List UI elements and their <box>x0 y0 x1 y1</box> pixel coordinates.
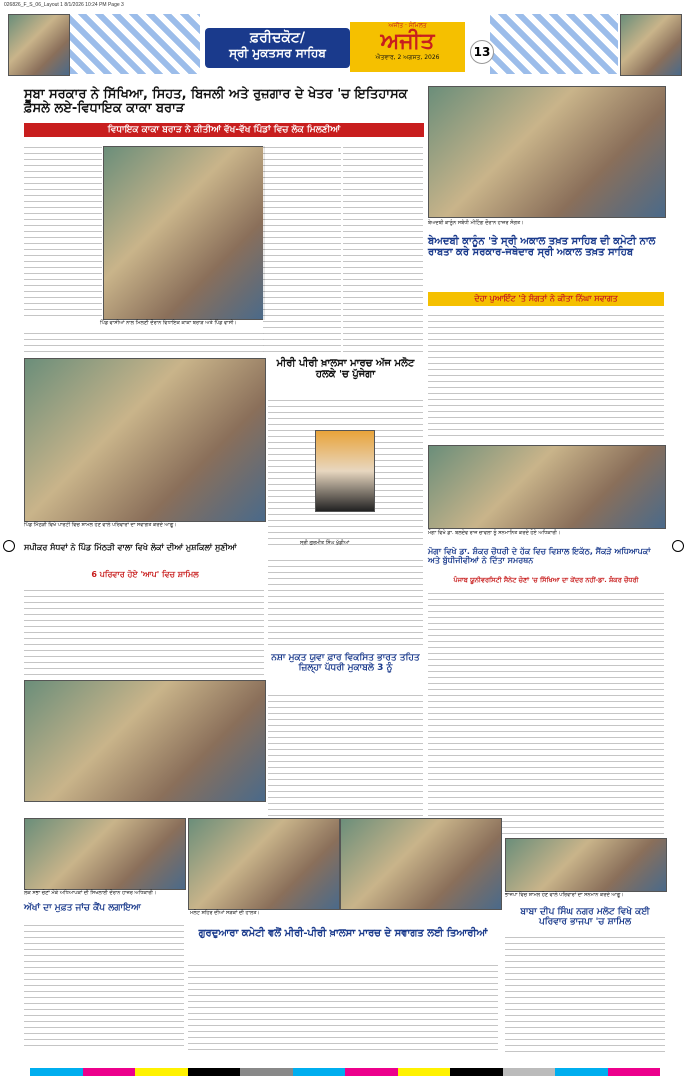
portrait-photo <box>315 430 375 512</box>
lead-column-1 <box>24 142 102 317</box>
lead-tail-text <box>24 328 264 354</box>
masthead-paper-small: ਅਜੀਤ · ਸੰਮਿਲਤ <box>388 22 427 29</box>
registration-mark-left <box>3 540 15 552</box>
lead-headline: ਸੂਬਾ ਸਰਕਾਰ ਨੇ ਸਿੱਖਿਆ, ਸਿਹਤ, ਬਿਜਲੀ ਅਤੇ ਰੁਜ਼ਗਾਰ ਦੇ ਖੇਤਰ 'ਚ ਇਤਿਹਾਸਕ ਫ਼ੈਸਲੇ ਲਏ-ਵਿਧਾਇਕ ਕਾਕਾ ਬਰਾੜ <box>24 87 408 117</box>
masthead-city2: ਸ੍ਰੀ ਮੁਕਤਸਰ ਸਾਹਿਬ <box>229 46 326 60</box>
bottom-right-headline: ਬਾਬਾ ਦੀਪ ਸਿੰਘ ਨਗਰ ਮਲੋਟ ਵਿਖੇ ਕਈ ਪਰਿਵਾਰ ਭਾਜਪਾ 'ਚ ਸ਼ਾਮਿਲ <box>520 907 650 927</box>
right-top-subhead: ਦੇਹਾ ਪੁਆਇੰਟ 'ਤੇ ਸੰਗਤਾਂ ਨੇ ਕੀਤਾ ਨਿੱਘਾ ਸਵਾਗਤ <box>428 292 664 306</box>
miri-piri-photo-caption: ਸ੍ਰੀ ਗੁਰਮੀਤ ਸਿੰਘ ਖੁੱਡੀਆਂ <box>300 540 350 546</box>
lead-column-4 <box>343 142 423 352</box>
bottom-left-headline: ਅੱਖਾਂ ਦਾ ਮੁਫ਼ਤ ਜਾਂਚ ਕੈਂਪ ਲਗਾਇਆ <box>24 903 141 913</box>
bottom-center-headline: ਗੁਰਦੁਆਰਾ ਕਮੇਟੀ ਵਲੋਂ ਮੀਰੀ-ਪੀਰੀ ਖ਼ਾਲਸਾ ਮਾਰਚ ਦੇ ਸਵਾਗਤ ਲਈ ਤਿਆਰੀਆਂ <box>198 928 488 939</box>
mid-left-photo <box>24 680 266 802</box>
right-top-text <box>428 310 664 438</box>
bottom-right-text <box>505 932 665 1052</box>
nasha-headline: ਨਸ਼ਾ ਮੁਕਤ ਯੁਵਾ ਫ਼ਾਰ ਵਿਕਸਿਤ ਭਾਰਤ ਤਹਿਤ ਜ਼ਿਲ੍ਹਾ ਪੱਧਰੀ ਮੁਕਾਬਲੇ 3 ਨੂੰ <box>271 653 420 673</box>
bottom-right-caption: ਭਾਜਪਾ ਵਿਚ ਸ਼ਾਮਲ ਹੋਣ ਵਾਲੇ ਪਰਿਵਾਰਾਂ ਦਾ ਸਨਮਾਨ ਕਰਦੇ ਆਗੂ। <box>505 892 624 898</box>
monument-image <box>620 14 682 76</box>
mogha-headline: ਮੋਗਾ ਵਿਖੇ ਡਾ. ਸ਼ੰਕਰ ਚੌਧਰੀ ਦੇ ਹੱਕ ਵਿਚ ਵਿਸ਼ਾਲ ਇਕੱਠ, ਸੈਂਕੜੇ ਅਧਿਆਪਕਾਂ ਅਤੇ ਬੁੱਧੀਜੀਵੀਆਂ ਨੇ ਦਿੱਤਾ ਸਮਰਥਨ <box>428 547 651 565</box>
bottom-right-photo <box>505 838 667 892</box>
masthead-city-box <box>205 28 350 68</box>
miri-piri-headline: ਮੀਰੀ ਪੀਰੀ ਖ਼ਾਲਸਾ ਮਾਰਚ ਅੱਜ ਮਲੋਟ ਹਲਕੇ 'ਚ ਪੁੱਜੇਗਾ <box>276 358 415 380</box>
pind-photo <box>24 358 266 522</box>
mogha-photo <box>428 445 666 529</box>
header-pattern-right <box>490 14 618 74</box>
clock-tower-image <box>8 14 70 76</box>
lead-subhead: ਵਿਧਾਇਕ ਕਾਕਾ ਬਰਾੜ ਨੇ ਕੀਤੀਆਂ ਵੱਖ-ਵੱਖ ਪਿੰਡਾਂ ਵਿਚ ਲੋਕ ਮਿਲਣੀਆਂ <box>24 123 424 137</box>
color-bar <box>30 1068 660 1076</box>
bottom-left-text <box>24 920 184 1050</box>
page-number: 13 <box>470 40 494 64</box>
right-top-headline: ਬੇਅਦਬੀ ਕਾਨੂੰਨ 'ਤੇ ਸ੍ਰੀ ਅਕਾਲ ਤਖ਼ਤ ਸਾਹਿਬ ਦੀ ਕਮੇਟੀ ਨਾਲ ਰਾਬਤਾ ਕਰੇ ਸਰਕਾਰ-ਜਥੇਦਾਰ ਸ੍ਰੀ ਅਕਾਲ ਤਖ਼ਤ ਸਾਹਿਬ <box>428 236 656 258</box>
bottom-center-caption: ਮਲੋਟ ਸ਼ਹਿਰ ਦੀਆਂ ਸੜਕਾਂ ਦੀ ਹਾਲਤ। <box>190 910 260 916</box>
lead-column-3 <box>263 142 341 352</box>
mogha-caption: ਮੋਗਾ ਵਿਖੇ ਡਾ. ਬਲਦੇਵ ਰਾਜ ਚਾਵਲਾ ਨੂੰ ਸਨਮਾਨਿਤ ਕਰਦੇ ਹੋਏ ਅਧਿਕਾਰੀ। <box>428 530 561 536</box>
top-line: 026826_F_S_06_Layout 1 8/1/2026 10:24 PM Page 3 <box>4 2 124 8</box>
bottom-left-caption: ਲੋਕ ਸਭਾ ਚੋਣਾਂ ਮੌਕੇ ਅਧਿਆਪਕਾਂ ਦੀ ਸਿਖਲਾਈ ਦੌਰਾਨ ਹਾਜ਼ਰ ਅਧਿਕਾਰੀ। <box>24 890 157 896</box>
right-top-caption: ਬੇਅਦਬੀ ਕਾਨੂੰਨ ਸਬੰਧੀ ਮੀਟਿੰਗ ਦੌਰਾਨ ਹਾਜ਼ਰ ਸੰਗਤ। <box>428 220 524 226</box>
bottom-center-photo-2 <box>340 818 502 910</box>
masthead-paper: ਅਜੀਤ <box>380 29 435 54</box>
masthead-city: ਫ਼ਰੀਦਕੋਟ/ <box>250 30 305 46</box>
masthead-date: ਐਤਵਾਰ, 2 ਅਗਸਤ, 2026 <box>375 54 440 61</box>
lead-photo <box>103 146 265 320</box>
lead-photo-caption: ਪਿੰਡ ਵਾਸੀਆਂ ਨਾਲ ਮਿਲਣੀ ਦੌਰਾਨ ਵਿਧਾਇਕ ਕਾਕਾ ਬਰਾੜ ਅਤੇ ਪਿੰਡ ਵਾਸੀ। <box>100 320 237 326</box>
pind-subhead: 6 ਪਰਿਵਾਰ ਹੋਏ 'ਆਪ' ਵਿਚ ਸ਼ਾਮਿਲ <box>91 570 199 579</box>
nasha-top-text <box>268 555 423 650</box>
masthead-paper-box <box>350 22 465 72</box>
bottom-center-photo-1 <box>188 818 340 910</box>
right-top-photo <box>428 86 666 218</box>
nasha-text <box>268 690 423 820</box>
pind-text <box>24 585 264 677</box>
mogha-text <box>428 588 664 838</box>
header-pattern-left <box>70 14 200 74</box>
mogha-subhead: ਪੰਜਾਬ ਯੂਨੀਵਰਸਿਟੀ ਸੈਨੇਟ ਚੋਣਾਂ 'ਚ ਸਿੱਖਿਆ ਦਾ ਕੇਂਦਰ ਨਹੀਂ-ਡਾ. ਸ਼ੰਕਰ ਚੌਧਰੀ <box>453 576 639 584</box>
pind-headline: ਸਪੀਕਰ ਸੰਧਵਾਂ ਨੇ ਪਿੰਡ ਮਿੱਠੜੀ ਵਾਲਾ ਵਿਖੇ ਲੋਕਾਂ ਦੀਆਂ ਮੁਸ਼ਕਿਲਾਂ ਸੁਣੀਆਂ <box>24 543 237 552</box>
bottom-center-text <box>188 960 498 1052</box>
registration-mark-right <box>672 540 684 552</box>
bottom-left-photo <box>24 818 186 890</box>
pind-caption: ਪਿੰਡ ਮਿੱਠੜੀ ਵਿਖੇ ਪਾਰਟੀ ਵਿਚ ਸ਼ਾਮਲ ਹੋਣ ਵਾਲੇ ਪਰਿਵਾਰਾਂ ਦਾ ਸਵਾਗਤ ਕਰਦੇ ਆਗੂ। <box>24 522 177 528</box>
